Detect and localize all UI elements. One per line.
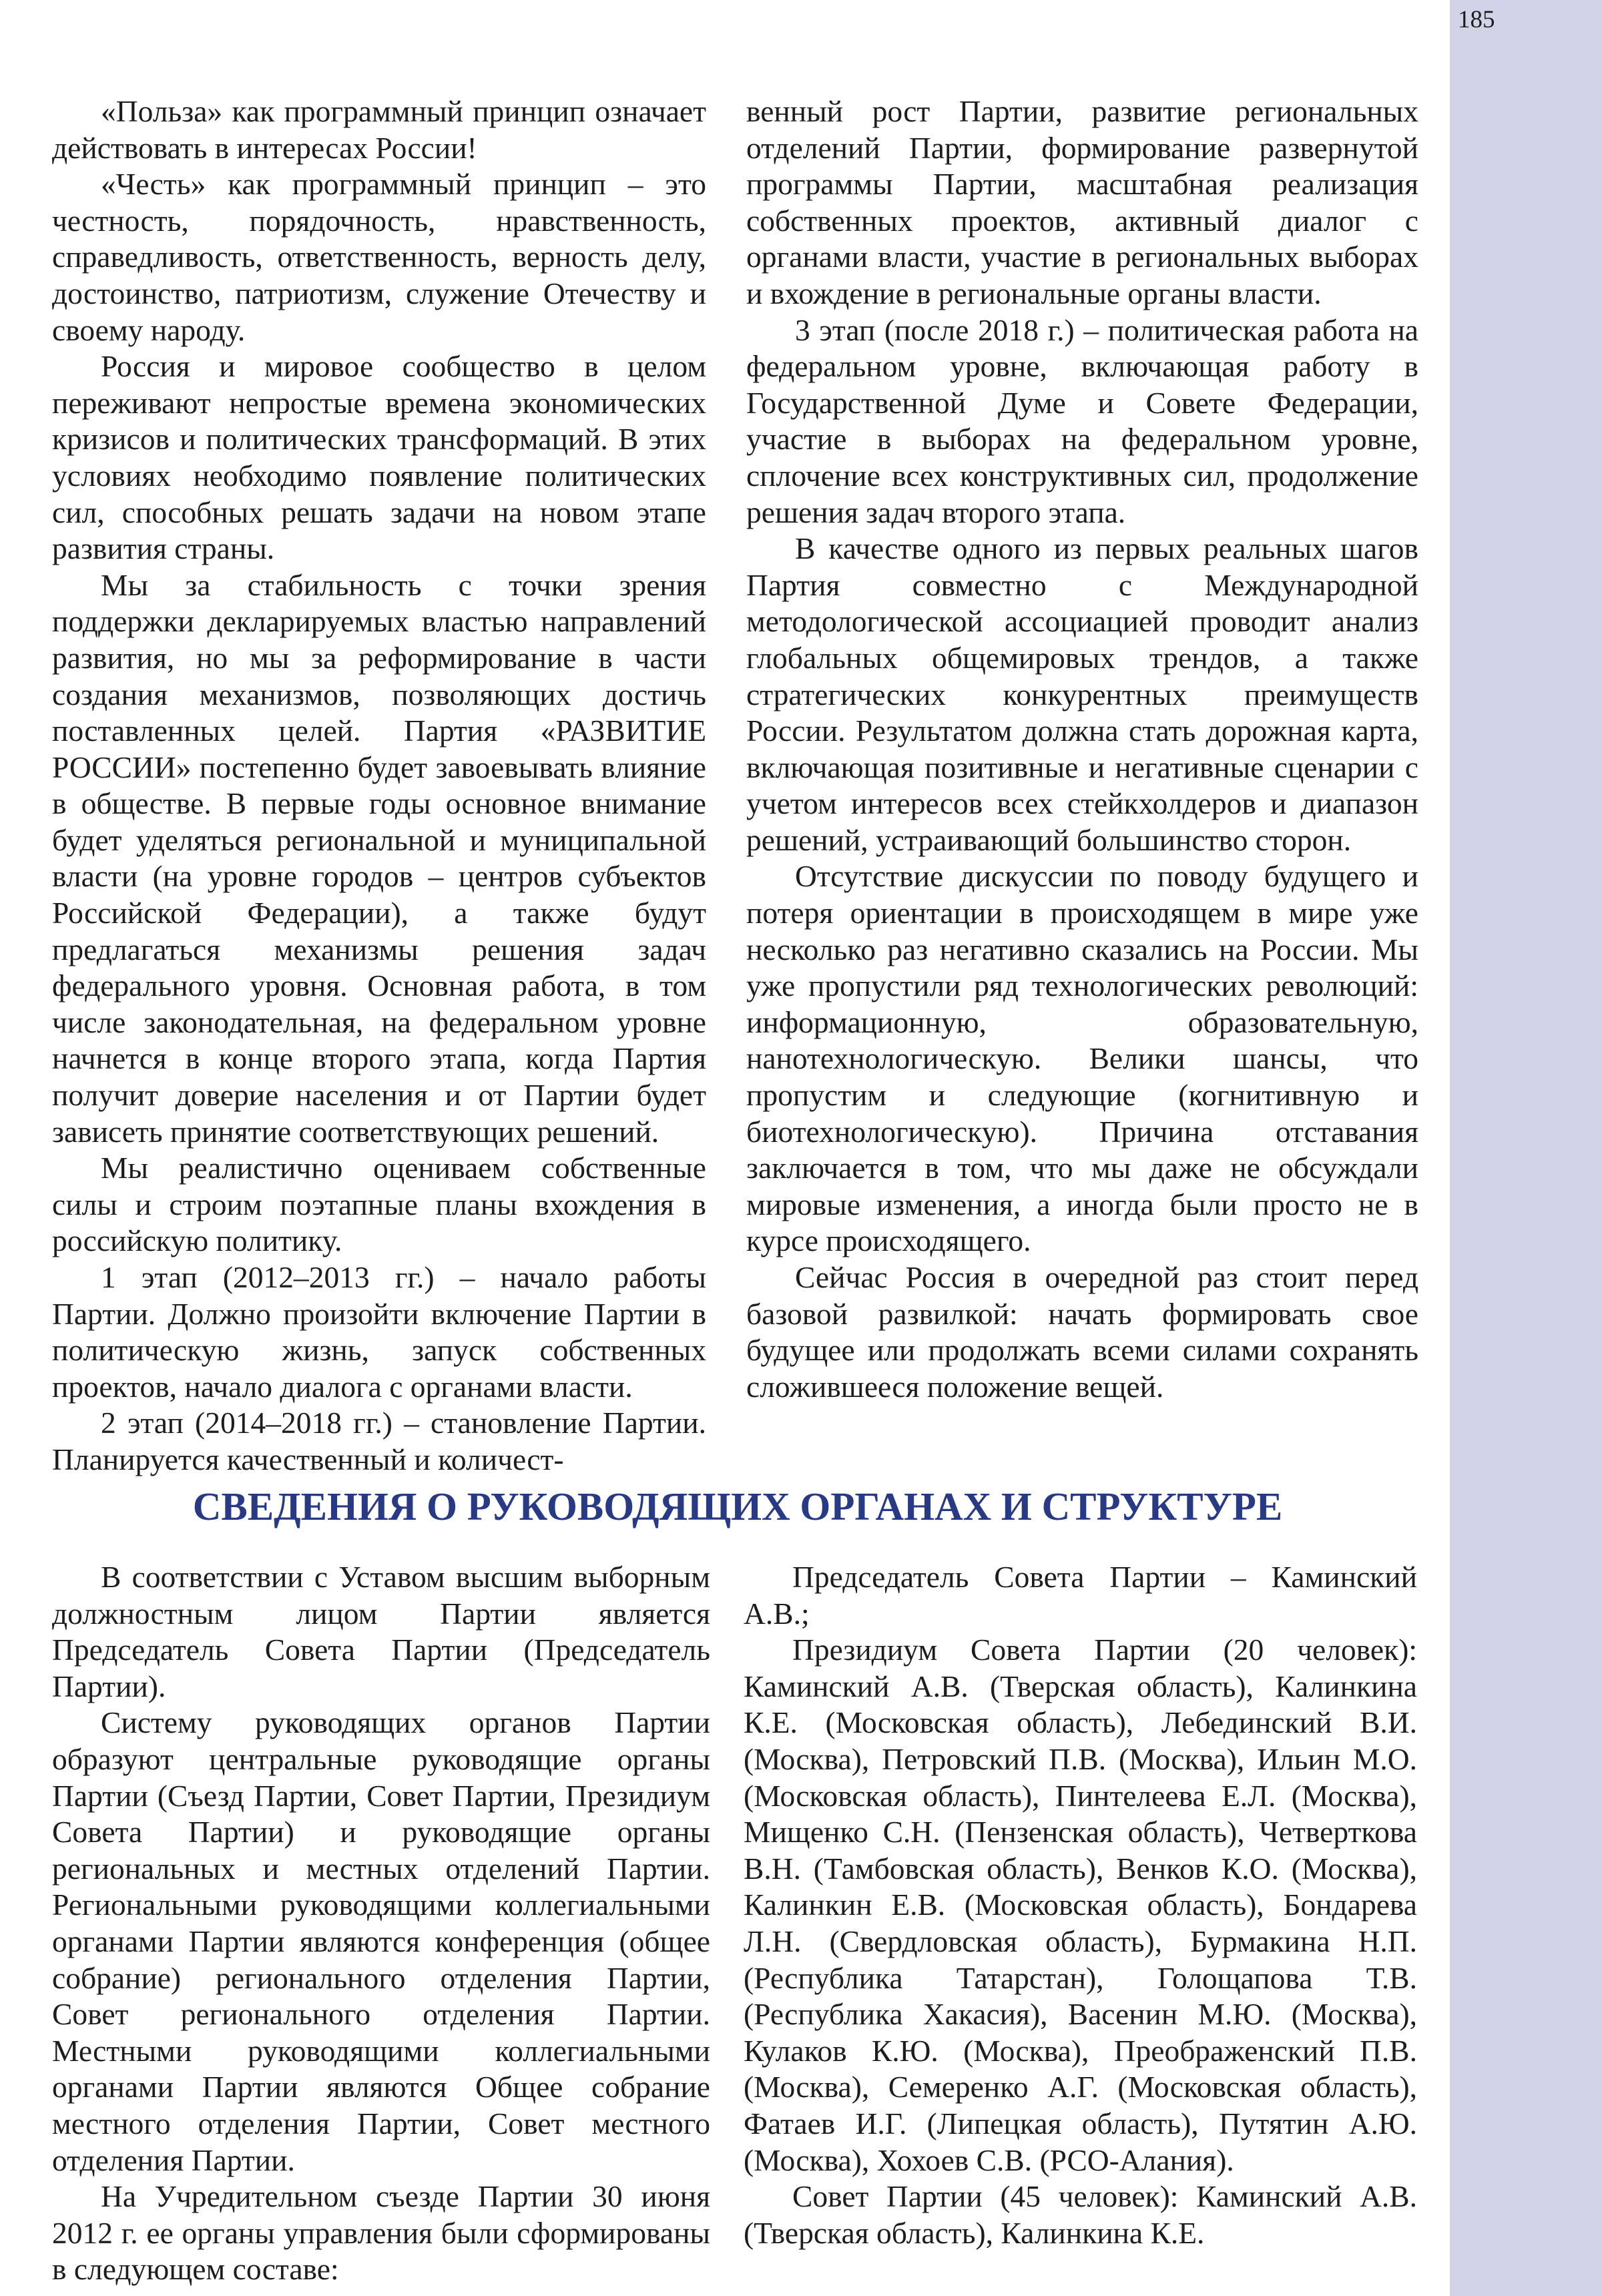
page-number: 185 <box>1458 6 1495 33</box>
paragraph: На Учредительном съезде Партии 30 июня 2012 г. ее органы управления были сформированы в следующем составе: <box>52 2179 710 2287</box>
paragraph: Мы за стабильность с точки зрения поддержки декларируемых властью направлений развития, но мы за реформирование в части создания механизмов, позволяющих достичь поставленных целей. Партия «РАЗВИТИЕ РОССИИ» постепенно будет завоевывать влияние в обществе. В первые годы основное внимание будет уделяться региональной и муниципальной власти (на уровне городов – центров субъектов Российской Федерации), а также будут предлагаться механизмы решения задач федерального уровня. Основная работа, в том числе законодательная, на федеральном уровне начнется в конце второго этапа, когда Партия получит доверие населения и от Партии будет зависеть принятие соответствующих решений. <box>52 567 706 1149</box>
paragraph: 2 этап (2014–2018 гг.) – становление Партии. Планируется качественный и количест- <box>52 1406 706 1476</box>
paragraph: Президиум Совета Партии (20 человек): Каминский А.В. (Тверская область), Калинкина К.Е. (Московская область), Лебединский В.И. (Москва), Петровский П.В. (Москва), Ильин М.О. (Московская область), Пинтелеева Е.Л. (Москва), Мищенко С.Н. (Пензенская область), Четверткова В.Н. (Тамбовская область), Венков К.О. (Москва), Калинкин Е.В. (Московская область), Бондарева Л.Н. (Свердловская область), Бурмакина Н.П. (Республика Татарстан), Голощапова Т.В. (Республика Хакасия), Васенин М.Ю. (Москва), Кулаков К.Ю. (Москва), Преображенский П.В. (Москва), Семеренко А.Г. (Московская область), Фатаев И.Г. (Липецкая область), Путятин А.Ю. (Москва), Хохоев С.В. (РСО-Алания). <box>744 1633 1417 2177</box>
paragraph-continued: венный рост Партии, развитие региональных отделений Партии, формирование развернутой программы Партии, масштабная реализация собственных проектов, активный диалог с органами власти, участие в региональных выборах и вхождение в региональные органы власти. <box>746 94 1418 310</box>
paragraph: В соответствии с Уставом высшим выборным должностным лицом Партии является Председатель Совета Партии (Председатель Партии). <box>52 1560 710 1703</box>
paragraph: «Польза» как программный принцип означает действовать в интересах России! <box>52 94 706 165</box>
paragraph: Председатель Совета Партии – Каминский А.В.; <box>744 1560 1417 1631</box>
paragraph: Систему руководящих органов Партии образуют центральные руководящие органы Партии (Съезд Партии, Совет Партии, Президиум Совета Партии) и руководящие органы региональных и местных отделений Партии. Региональными руководящими коллегиальными органами Партии являются конференция (общее собрание) регионального отделения Партии, Совет регионального отделения Партии. Местными руководящими коллегиальными органами Партии являются Общее собрание местного отделения Партии, Совет местного отделения Партии. <box>52 1705 710 2177</box>
section-right-column <box>744 1559 1417 2251</box>
paragraph: «Честь» как программный принцип – это честность, порядочность, нравственность, справедливость, ответственность, верность делу, достоинство, патриотизм, служение Отечеству и своему народу. <box>52 167 706 347</box>
upper-left-column <box>52 93 706 1478</box>
page-edge-band <box>1450 0 1602 2296</box>
paragraph: Россия и мировое сообщество в целом переживают непростые времена экономических кризисов и политических трансформаций. В этих условиях необходимо появление политических сил, способных решать задачи на новом этапе развития страны. <box>52 349 706 566</box>
paragraph: Отсутствие дискуссии по поводу будущего и потеря ориентации в происходящем в мире уже несколько раз негативно сказались на России. Мы уже пропустили ряд технологических революций: информационную, образовательную, нанотехнологическую. Велики шансы, что пропустим и следующие (когнитивную и биотехнологическую). Причина отставания заключается в том, что мы даже не обсуждали мировые изменения, а иногда были просто не в курсе происходящего. <box>746 859 1418 1258</box>
paragraph: Сейчас Россия в очередной раз стоит перед базовой развилкой: начать формировать свое будущее или продолжать всеми силами сохранять сложившееся положение вещей. <box>746 1260 1418 1404</box>
paragraph: 3 этап (после 2018 г.) – политическая работа на федеральном уровне, включающая работу в Государственной Думе и Совете Федерации, участие в выборах на федеральном уровне, сплочение всех конструктивных сил, продолжение решения задач второго этапа. <box>746 312 1418 529</box>
upper-right-column <box>746 93 1418 1405</box>
paragraph: Мы реалистично оцениваем собственные силы и строим поэтапные планы вхождения в российскую политику. <box>52 1151 706 1258</box>
paragraph: В качестве одного из первых реальных шагов Партия совместно с Международной методологической ассоциацией проводит анализ глобальных общемировых трендов, а также стратегических конкурентных преимуществ России. Результатом должна стать дорожная карта, включающая позитивные и негативные сценарии с учетом интересов всех стейкхолдеров и диапазон решений, устраивающий большинство сторон. <box>746 531 1418 857</box>
section-heading: СВЕДЕНИЯ О РУКОВОДЯЩИХ ОРГАНАХ И СТРУКТУРЕ <box>192 1484 1283 1528</box>
paragraph: Совет Партии (45 человек): Каминский А.В. (Тверская область), Калинкина К.Е. <box>744 2179 1417 2250</box>
paragraph: 1 этап (2012–2013 гг.) – начало работы Партии. Должно произойти включение Партии в политическую жизнь, запуск собственных проектов, начало диалога с органами власти. <box>52 1260 706 1404</box>
section-left-column <box>52 1559 710 2288</box>
